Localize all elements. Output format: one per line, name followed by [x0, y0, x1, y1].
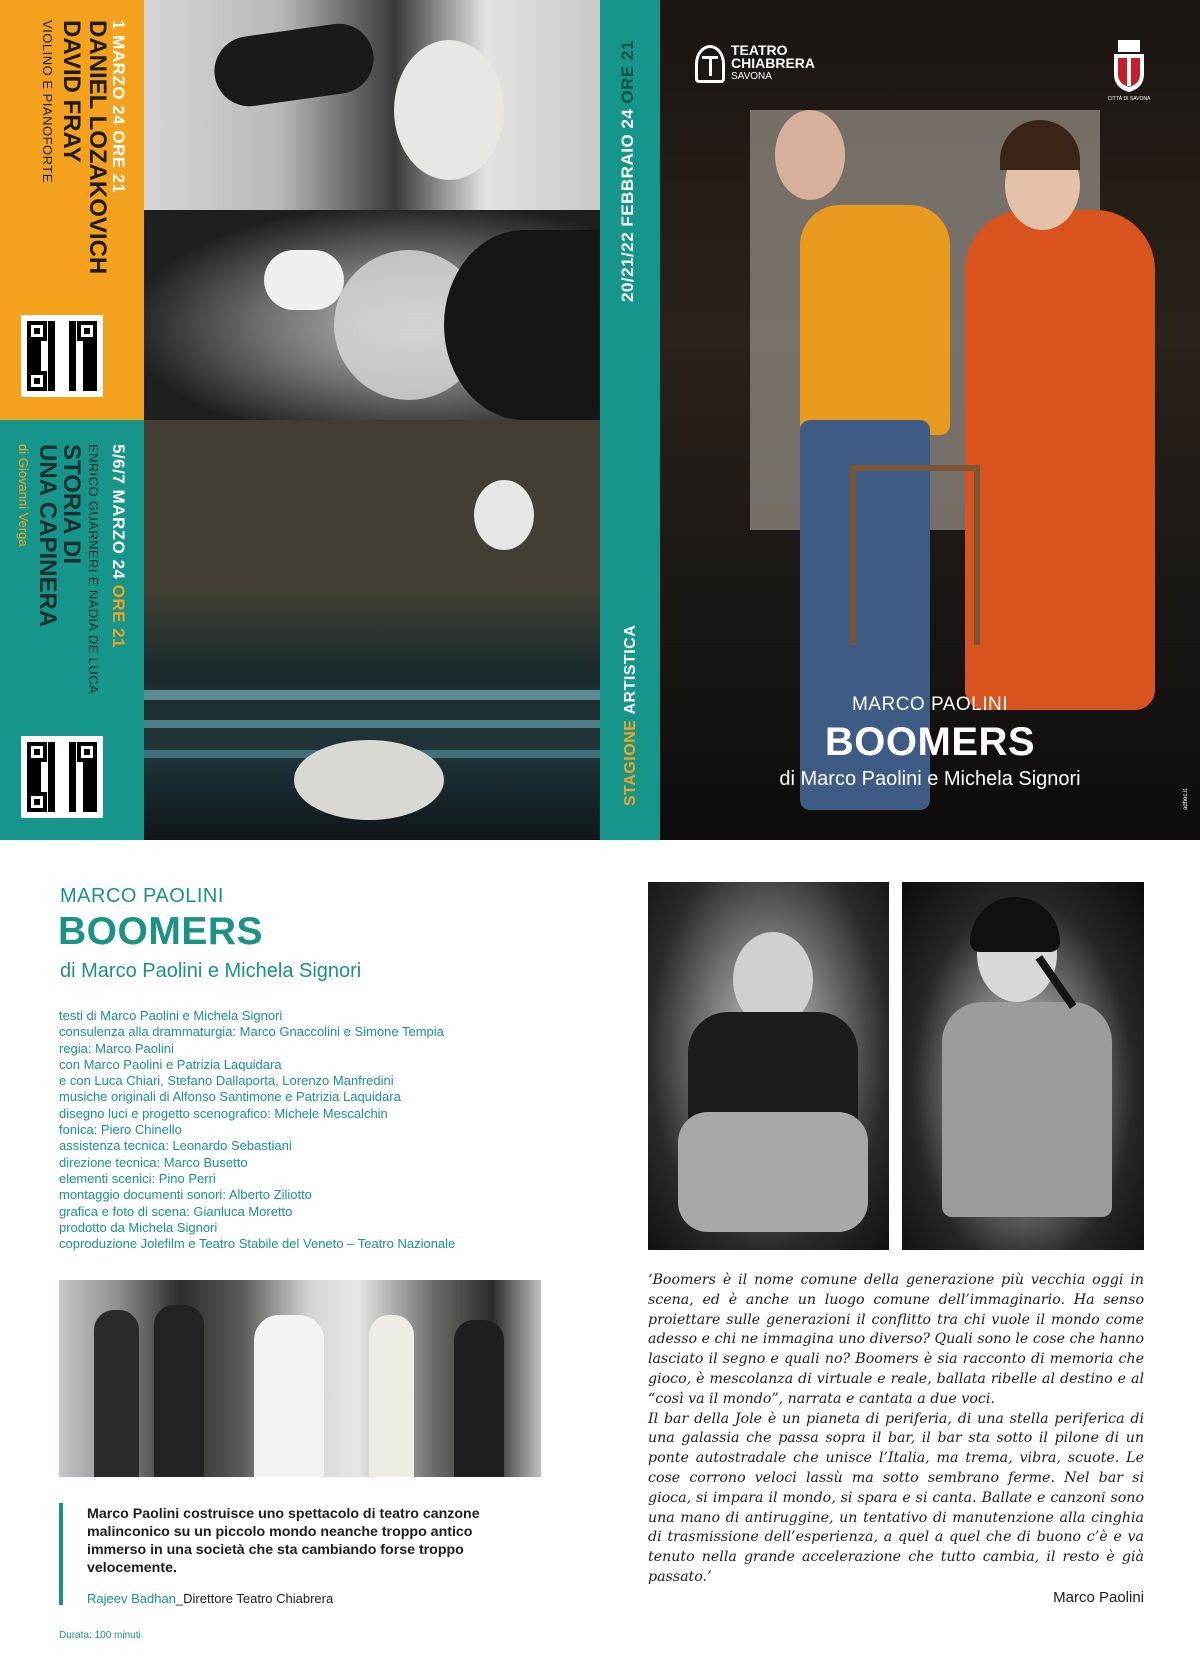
show-author: MARCO PAOLINI	[60, 885, 224, 907]
capinera-actress	[294, 740, 444, 820]
capinera-photo	[144, 420, 600, 840]
credit-item: grafica e foto di scena: Gianluca Moretto	[59, 1203, 293, 1219]
pianist-photo	[144, 210, 600, 420]
quote-name: Rajeev Badhan	[87, 1591, 176, 1606]
pull-quote: Marco Paolini costruisce uno spettacolo di teatro canzone malinconico su un piccolo mondo neanche troppo antico immerso in una società che sta cambiando forse troppo velocemente.	[87, 1506, 480, 1576]
capinera-actor-head	[474, 480, 534, 550]
band-member-1	[94, 1310, 139, 1477]
violin-shape	[210, 19, 378, 111]
band-member-4	[369, 1315, 414, 1477]
band-member-5	[454, 1320, 504, 1477]
cover-title: BOOMERS	[824, 720, 1036, 764]
concert-instruments: VIOLINO E PIANOFORTE	[40, 20, 55, 183]
wooden-chair	[850, 465, 980, 645]
quote-role: _Direttore Teatro Chiabrera	[175, 1591, 334, 1606]
pianist-hair	[444, 230, 600, 420]
description-paragraph: Il bar della Jole è un pianeta di periferia, di una stella periferica di una galassia che passa sopra il bar, il bar sta sotto il pilone di un ponte autostradale che unisce l’Italia, ma trema, vibra, scuote. Le cose corrono veloci lassù ma sotto sembrano ferme. Nel bar si gioca, si impara il mondo, si spara e si canta. Ballate e canzoni sono una mano di antiruggine, un tentativo di manutenzione alla cinghia di trasmissione dell’esperienza, a quel a quel che di buono c’è e va tenuto nella grande accelerazione che tutto cambia, il resto è già passato.’	[648, 1410, 1144, 1585]
teatro-chiabrera-logo[interactable]: TEATRO CHIABRERA SAVONA	[695, 44, 815, 83]
concert-performer-1: DANIEL LOZAKOVICH	[84, 20, 111, 275]
signori-dress	[942, 1002, 1112, 1217]
quote-attribution	[87, 1591, 333, 1606]
show-title: BOOMERS	[58, 910, 264, 953]
capinera-cast: ENRICO GUARNERI E NADIA DE LUCA	[86, 444, 101, 695]
spine-band	[600, 0, 660, 840]
credit-item: musiche originali di Alfonso Santimone e Patrizia Laquidara	[59, 1089, 401, 1105]
capinera-date: 5/6/7 MARZO 24	[109, 444, 128, 580]
description-paragraph: ‘Boomers è il nome comune della generazione più vecchia oggi in scena, ed è anche un luogo comune dell’immaginario. Ha senso proiettare sulle generazioni il conflitto tra chi vuole il mondo come adesso e chi ne immagina uno diverso? Quali sono le cose che hanno lasciato il segno e quali no? Boomers è sia racconto di memoria che gioco, è mescolanza di virtuale e reale, ballata ribelle al destino e al “così va il mondo”, narrata e cantata a due voci.	[648, 1272, 1144, 1407]
paolini-legs	[678, 1112, 868, 1232]
violinist-photo	[144, 0, 600, 210]
capinera-time: ORE 21	[109, 584, 128, 649]
capinera-author: di Giovanni Verga	[16, 444, 31, 547]
pianist-hand	[264, 250, 344, 310]
credit-item: consulenza alla drammaturgia: Marco Gnaccolini e Simone Tempia	[59, 1024, 444, 1040]
capinera-rail-1	[144, 690, 600, 700]
signori-photo	[902, 882, 1144, 1250]
signori-hair	[970, 897, 1060, 952]
credit-item: testi di Marco Paolini e Michela Signori	[59, 1008, 283, 1023]
concert-performer-2: DAVID FRAY	[58, 20, 85, 163]
spine-season: STAGIONE ARTISTICA	[622, 624, 639, 806]
credit-item: direzione tecnica: Marco Busetto	[59, 1154, 248, 1170]
capinera-rail-2	[144, 720, 600, 728]
credit-item: prodotto da Michela Signori	[59, 1219, 218, 1235]
cover-author: MARCO PAOLINI	[851, 694, 1009, 715]
description-signature: Marco Paolini	[1053, 1589, 1144, 1606]
crest-label: CITTÀ DI SAVONA	[1107, 96, 1151, 102]
theatre-logo-icon	[695, 45, 725, 83]
violinist-face	[394, 40, 504, 180]
credit-item: assistenza tecnica: Leonardo Sebastiani	[59, 1138, 292, 1154]
band-member-2	[154, 1305, 204, 1477]
quote-accent-bar	[59, 1503, 63, 1605]
credit-item: elementi scenici: Pino Perri	[59, 1170, 216, 1186]
show-description	[648, 1271, 1144, 1588]
credit-item: coproduzione Jolefilm e Teatro Stabile del Veneto – Teatro Nazionale	[59, 1236, 456, 1252]
concert-time: ORE 21	[109, 130, 128, 194]
capinera-title-2: UNA CAPINERA	[34, 444, 61, 628]
actress-dress	[965, 210, 1155, 710]
concert-band	[0, 0, 144, 420]
credit-item: disegno luci e progetto scenografico: Michele Mescalchin	[59, 1105, 388, 1121]
capinera-band	[0, 420, 144, 840]
actor-head	[775, 110, 845, 200]
concert-date-line	[108, 20, 128, 194]
savona-crest-icon	[1112, 40, 1146, 92]
photo-credit: adhoc.it	[1183, 788, 1189, 810]
concert-date: 1 MARZO 24	[109, 20, 128, 126]
paolini-photo	[648, 882, 889, 1250]
show-byline: di Marco Paolini e Michela Signori	[60, 960, 362, 982]
credit-item: fonica: Piero Chinello	[59, 1122, 182, 1138]
spine-dates	[618, 40, 638, 302]
duration: Durata: 100 minuti	[59, 1630, 141, 1641]
capinera-qr-code[interactable]	[21, 736, 103, 818]
spine-time: ORE 21	[618, 40, 637, 104]
capinera-title-1: STORIA DI	[58, 444, 85, 565]
concert-qr-code[interactable]	[21, 315, 103, 397]
band-member-3	[254, 1315, 324, 1477]
credit-item: con Marco Paolini e Patrizia Laquidara	[59, 1056, 282, 1072]
credits-list	[59, 1008, 455, 1252]
cover-byline: di Marco Paolini e Michela Signori	[779, 768, 1081, 790]
credit-item: montaggio documenti sonori: Alberto Ziliotto	[59, 1187, 312, 1203]
band-group-photo	[59, 1280, 541, 1477]
actor-shirt	[800, 205, 950, 435]
credit-item: regia: Marco Paolini	[59, 1040, 174, 1056]
spine-date: 20/21/22 FEBBRAIO 24	[618, 108, 637, 302]
capinera-date-line	[108, 444, 128, 648]
credit-item: e con Luca Chiari, Stefano Dallaporta, Lorenzo Manfredini	[59, 1073, 394, 1089]
